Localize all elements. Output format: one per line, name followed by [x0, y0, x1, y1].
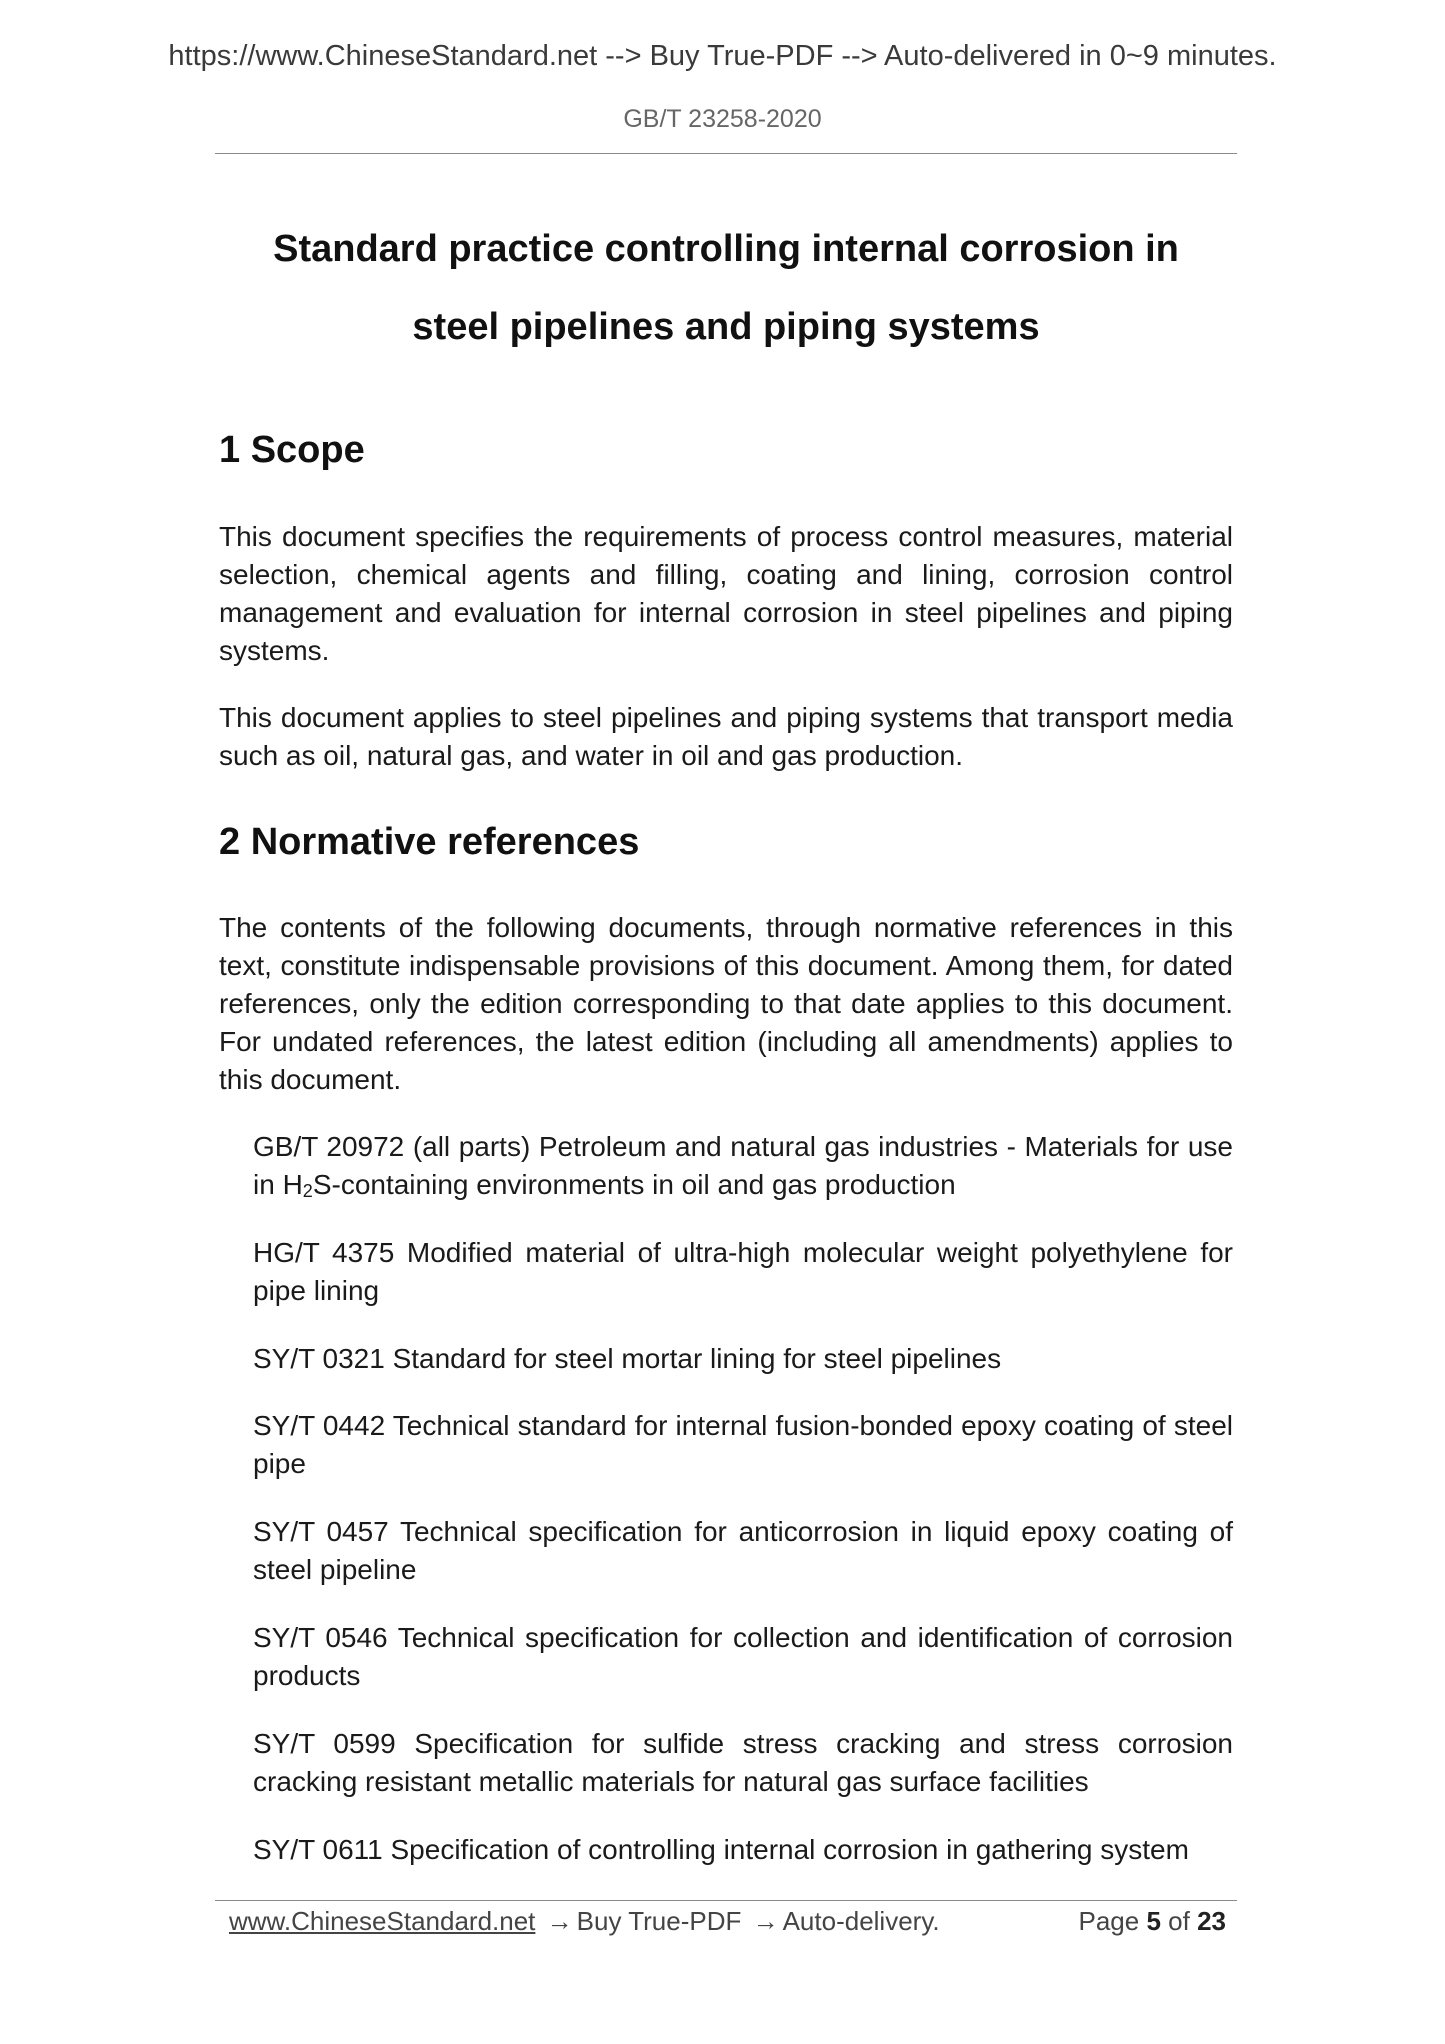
reference-item: SY/T 0611 Specification of controlling internal corrosion in gathering system — [253, 1834, 1189, 1865]
reference-item: SY/T 0546 Technical specification for collection and identification of corrosion products — [253, 1622, 1233, 1691]
document-title — [219, 210, 1233, 366]
arrow-right-icon: → — [546, 1906, 573, 1936]
scope-paragraph-1: This document specifies the requirements of process control measures, material selection, chemical agents and filling, coating and lining, corrosion control management and evaluation for internal corrosion in steel pipelines and piping systems. — [219, 521, 1233, 666]
section-heading-scope: 1 Scope — [219, 429, 365, 471]
footer-promo — [229, 1906, 940, 1937]
reference-text-part: GB/T 20972 (all parts) Petroleum and natural gas industries - Materials for use in H — [253, 1131, 1233, 1200]
reference-item: SY/T 0599 Specification for sulfide stress cracking and stress corrosion cracking resistant metallic materials for natural gas surface facilities — [253, 1728, 1233, 1797]
reference-item: SY/T 0321 Standard for steel mortar lining for steel pipelines — [253, 1343, 1002, 1374]
page-label: Page — [1078, 1906, 1140, 1936]
section-heading-normative-references: 2 Normative references — [219, 821, 640, 863]
reference-subscript: 2 — [302, 1181, 313, 1201]
reference-item — [253, 1128, 1233, 1210]
footer-website-link[interactable]: www.ChineseStandard.net — [229, 1906, 536, 1936]
page-number: 5 — [1146, 1906, 1161, 1936]
title-line-1: Standard practice controlling internal corrosion in — [273, 228, 1179, 270]
footer-buy-text: Buy True-PDF — [576, 1906, 742, 1936]
standard-code: GB/T 23258-2020 — [623, 105, 822, 133]
footer-delivery-text: Auto-delivery. — [782, 1906, 940, 1936]
total-pages: 23 — [1197, 1906, 1226, 1936]
header-banner: https://www.ChineseStandard.net --> Buy True-PDF --> Auto-delivered in 0~9 minutes. — [168, 40, 1277, 72]
scope-paragraph-2: This document applies to steel pipelines and piping systems that transport media such as oil, natural gas, and water in oil and gas production. — [219, 702, 1233, 771]
reference-item: HG/T 4375 Modified material of ultra-high molecular weight polyethylene for pipe lining — [253, 1237, 1233, 1306]
title-line-2: steel pipelines and piping systems — [412, 306, 1040, 348]
header-divider — [215, 153, 1237, 154]
reference-text-part: S-containing environments in oil and gas production — [312, 1169, 956, 1200]
footer-divider — [215, 1900, 1237, 1901]
normative-references-intro: The contents of the following documents, through normative references in this text, constitute indispensable provisions of this document. Among them, for dated references, only the edition corresponding to that date applies to this document. For undated references, the latest edition (including all amendments) applies to this document. — [219, 912, 1233, 1095]
reference-item: SY/T 0457 Technical specification for anticorrosion in liquid epoxy coating of steel pipeline — [253, 1516, 1233, 1585]
page-indicator — [1078, 1906, 1226, 1937]
of-label: of — [1168, 1906, 1190, 1936]
reference-item: SY/T 0442 Technical standard for internal fusion-bonded epoxy coating of steel pipe — [253, 1410, 1233, 1479]
arrow-right-icon: → — [752, 1906, 779, 1936]
